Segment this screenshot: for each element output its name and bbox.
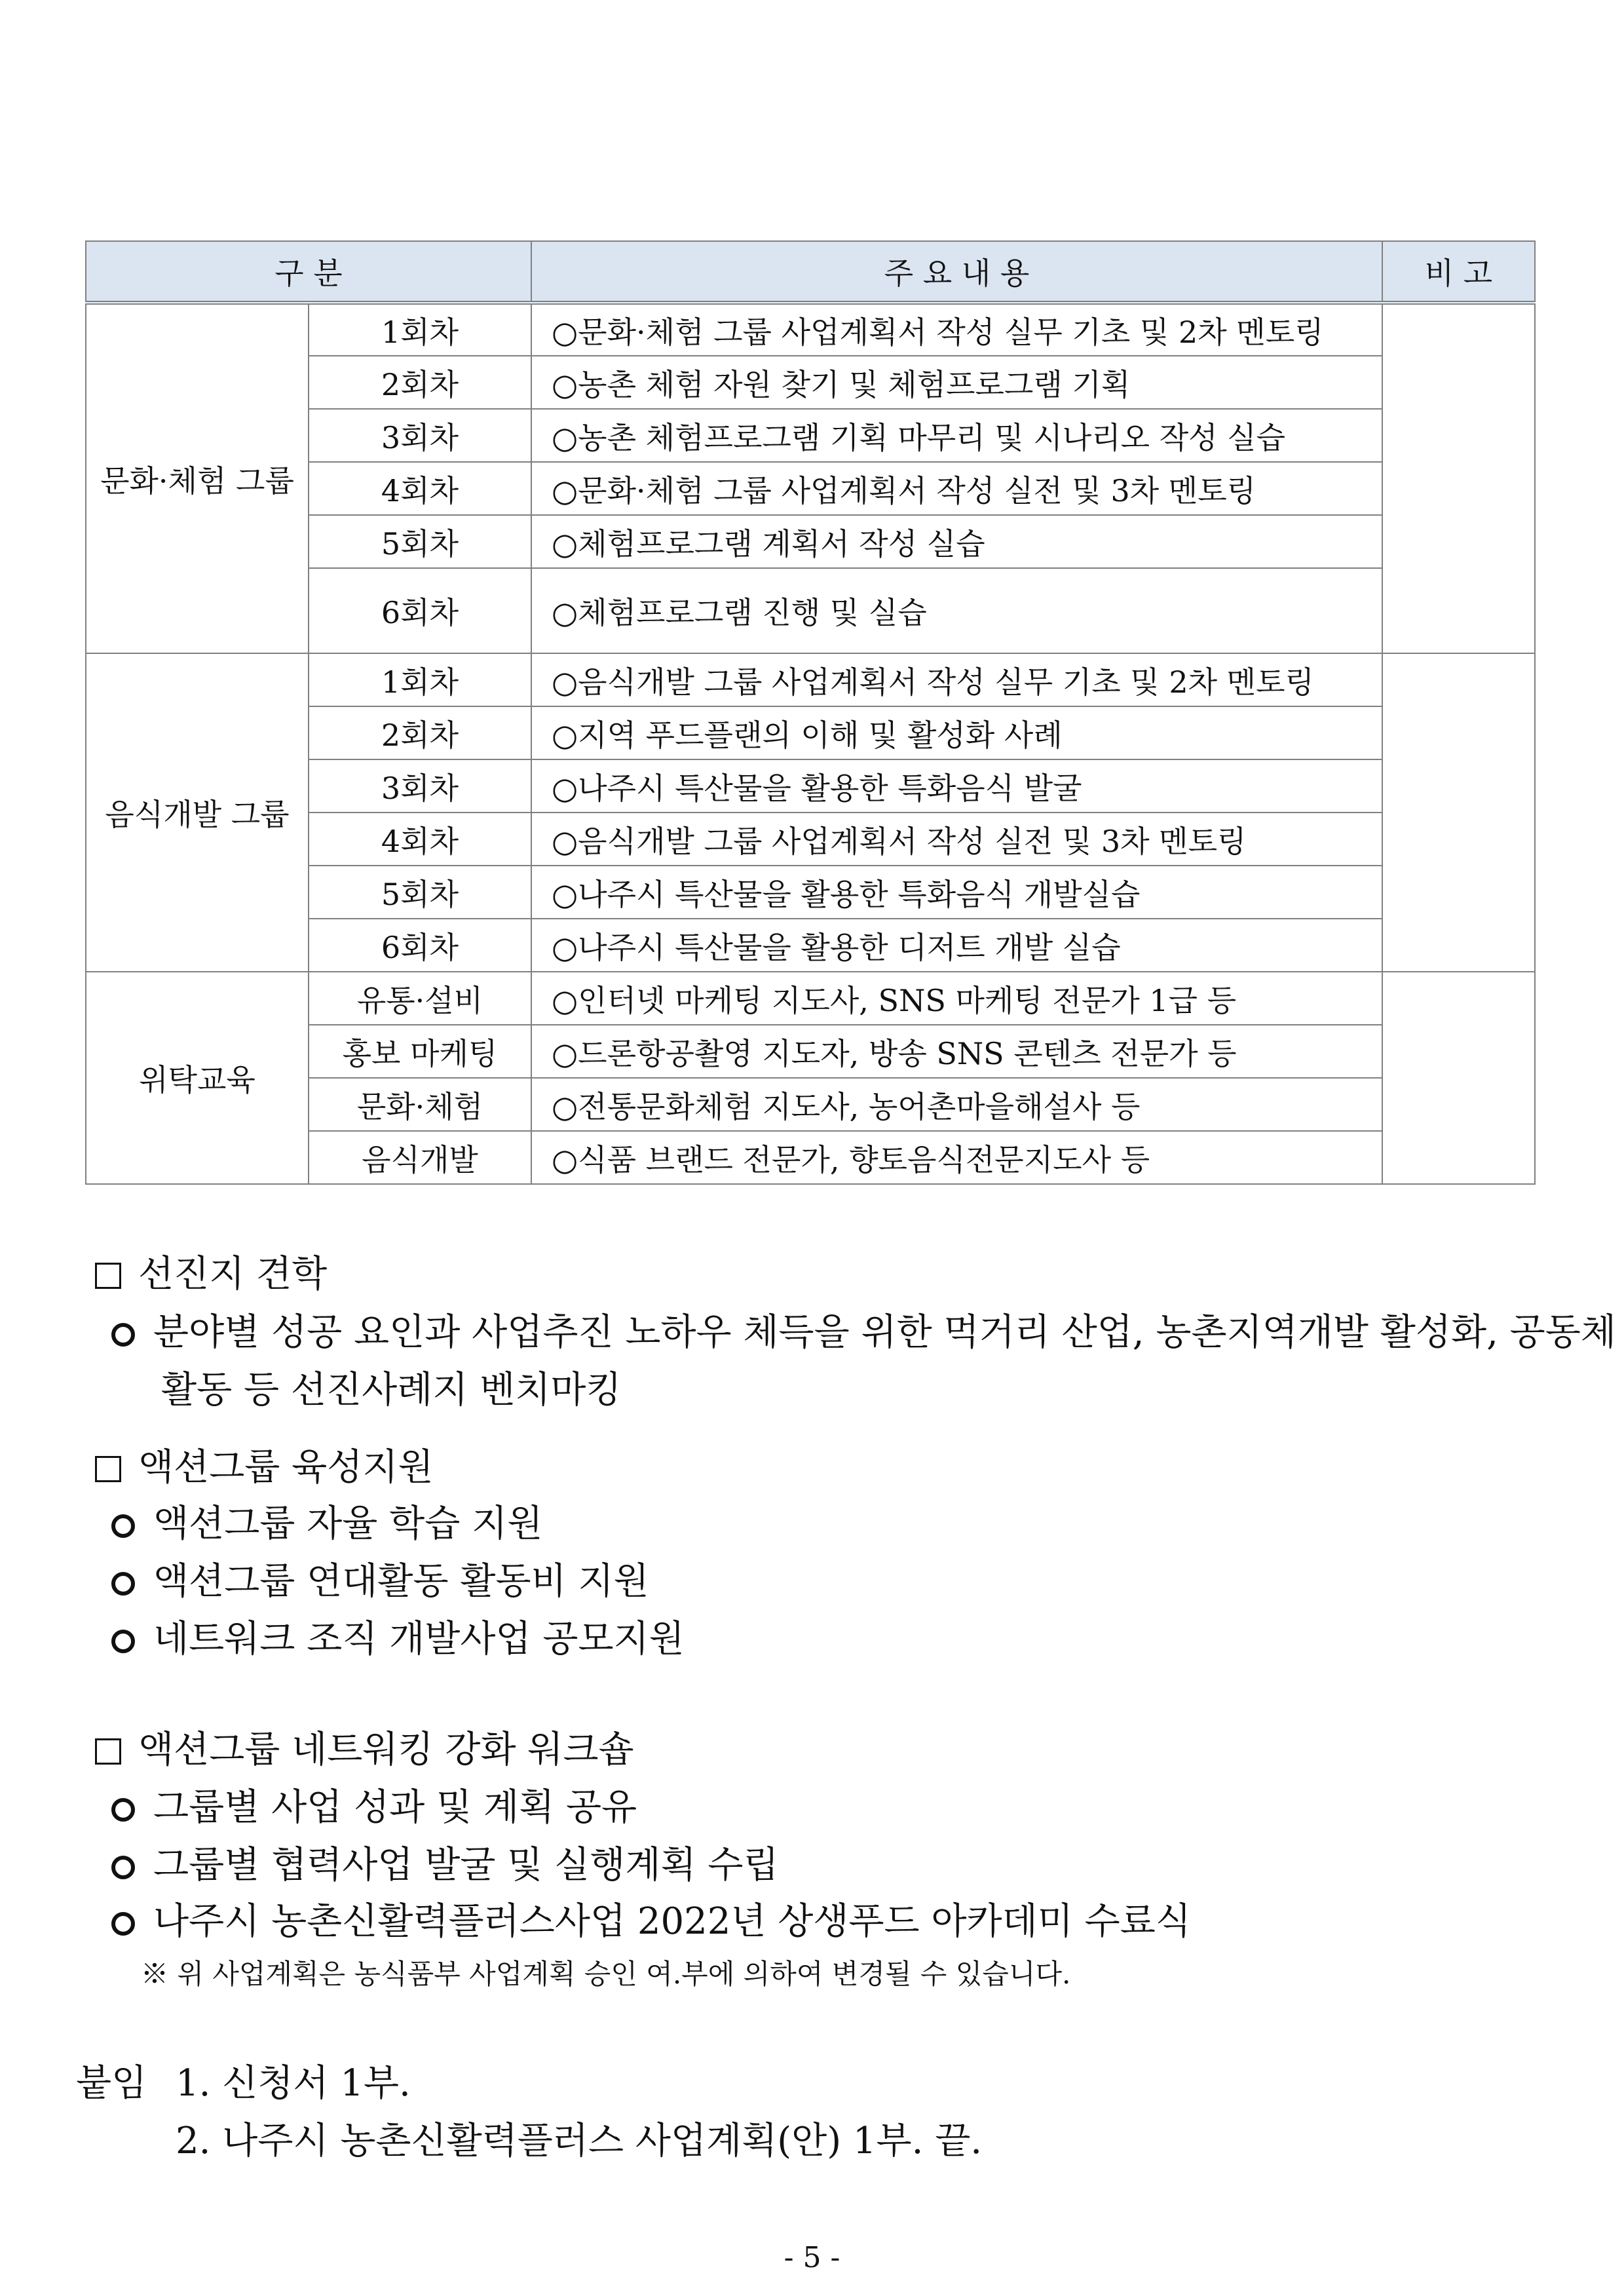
program-table <box>85 240 1536 1185</box>
attachment-item: 1. 신청서 1부. <box>176 2062 411 2105</box>
session-cell: 2회차 <box>309 356 531 409</box>
circle-bullet-icon <box>111 1798 135 1822</box>
checkbox-square-icon <box>95 1456 121 1482</box>
section-heading-support <box>95 1446 434 1489</box>
bullet-text: 그룹별 사업 성과 및 계획 공유 <box>153 1786 637 1829</box>
content-cell: ○문화·체험 그룹 사업계획서 작성 실무 기초 및 2차 멘토링 <box>531 303 1382 356</box>
session-cell: 문화·체험 <box>309 1078 531 1131</box>
table-header-row <box>86 241 1535 303</box>
bullet-text: 나주시 농촌신활력플러스사업 2022년 상생푸드 아카데미 수료식 <box>153 1900 1191 1943</box>
content-cell: ○나주시 특산물을 활용한 특화음식 개발실습 <box>531 866 1382 919</box>
table-row <box>86 303 1535 356</box>
session-cell: 3회차 <box>309 409 531 462</box>
header-content: 주 요 내 용 <box>531 241 1382 303</box>
bullet-item <box>111 1786 637 1829</box>
session-cell: 6회차 <box>309 568 531 653</box>
session-cell: 3회차 <box>309 759 531 813</box>
circle-bullet-icon <box>111 1856 135 1879</box>
bullet-text: 네트워크 조직 개발사업 공모지원 <box>153 1618 685 1660</box>
bullet-text: 액션그룹 연대활동 활동비 지원 <box>153 1560 649 1603</box>
content-cell: ○인터넷 마케팅 지도사, SNS 마케팅 전문가 1급 등 <box>531 972 1382 1025</box>
checkbox-square-icon <box>95 1263 121 1289</box>
content-cell: ○지역 푸드플랜의 이해 및 활성화 사례 <box>531 706 1382 759</box>
page-number: - 5 - <box>784 2241 840 2274</box>
footnote: ※ 위 사업계획은 농식품부 사업계획 승인 여.부에 의하여 변경될 수 있습니다. <box>141 1958 1071 1990</box>
session-cell: 유통·설비 <box>309 972 531 1025</box>
content-cell: ○농촌 체험 자원 찾기 및 체험프로그램 기획 <box>531 356 1382 409</box>
session-cell: 음식개발 <box>309 1131 531 1184</box>
bullet-item <box>111 1311 1616 1354</box>
content-cell: ○체험프로그램 계획서 작성 실습 <box>531 515 1382 568</box>
session-cell: 1회차 <box>309 303 531 356</box>
content-cell: ○문화·체험 그룹 사업계획서 작성 실전 및 3차 멘토링 <box>531 462 1382 515</box>
bullet-item <box>111 1844 779 1886</box>
session-cell: 홍보 마케팅 <box>309 1025 531 1078</box>
bullet-text: 액션그룹 자율 학습 지원 <box>153 1502 543 1545</box>
remarks-cell <box>1382 303 1535 653</box>
content-cell: ○드론항공촬영 지도자, 방송 SNS 콘텐츠 전문가 등 <box>531 1025 1382 1078</box>
session-cell: 2회차 <box>309 706 531 759</box>
circle-bullet-icon <box>111 1514 135 1538</box>
content-cell: ○체험프로그램 진행 및 실습 <box>531 568 1382 653</box>
session-cell: 5회차 <box>309 866 531 919</box>
circle-bullet-icon <box>111 1630 135 1653</box>
attachment-item: 2. 나주시 농촌신활력플러스 사업계획(안) 1부. 끝. <box>176 2120 983 2162</box>
table-row <box>86 972 1535 1025</box>
content-cell: ○나주시 특산물을 활용한 디저트 개발 실습 <box>531 919 1382 972</box>
group-name: 음식개발 그룹 <box>86 653 309 972</box>
content-cell: ○농촌 체험프로그램 기획 마무리 및 시나리오 작성 실습 <box>531 409 1382 462</box>
attachment-label: 붙임 <box>76 2062 147 2105</box>
bullet-text: 분야별 성공 요인과 사업추진 노하우 체득을 위한 먹거리 산업, 농촌지역개발 활성화, 공동체 <box>153 1311 1616 1354</box>
bullet-item <box>111 1900 1191 1943</box>
content-cell: ○음식개발 그룹 사업계획서 작성 실무 기초 및 2차 멘토링 <box>531 653 1382 706</box>
session-cell: 4회차 <box>309 813 531 866</box>
circle-bullet-icon <box>111 1912 135 1936</box>
session-cell: 1회차 <box>309 653 531 706</box>
circle-bullet-icon <box>111 1323 135 1347</box>
content-cell: ○음식개발 그룹 사업계획서 작성 실전 및 3차 멘토링 <box>531 813 1382 866</box>
session-cell: 4회차 <box>309 462 531 515</box>
content-cell: ○식품 브랜드 전문가, 향토음식전문지도사 등 <box>531 1131 1382 1184</box>
section-title: 액션그룹 육성지원 <box>138 1446 434 1489</box>
header-remarks: 비 고 <box>1382 241 1535 303</box>
header-category: 구 분 <box>86 241 531 303</box>
bullet-item <box>111 1560 649 1603</box>
checkbox-square-icon <box>95 1738 121 1765</box>
bullet-text: 그룹별 협력사업 발굴 및 실행계획 수립 <box>153 1844 779 1886</box>
section-title: 액션그룹 네트워킹 강화 워크숍 <box>138 1729 634 1771</box>
circle-bullet-icon <box>111 1572 135 1596</box>
bullet-continuation: 활동 등 선진사례지 벤치마킹 <box>161 1369 622 1411</box>
bullet-item <box>111 1618 685 1660</box>
content-cell: ○전통문화체험 지도사, 농어촌마을해설사 등 <box>531 1078 1382 1131</box>
content-cell: ○나주시 특산물을 활용한 특화음식 발굴 <box>531 759 1382 813</box>
session-cell: 5회차 <box>309 515 531 568</box>
remarks-cell <box>1382 653 1535 972</box>
group-name: 문화·체험 그룹 <box>86 303 309 653</box>
table-row <box>86 653 1535 706</box>
section-heading-workshop <box>95 1729 634 1771</box>
remarks-cell <box>1382 972 1535 1184</box>
group-name: 위탁교육 <box>86 972 309 1184</box>
section-heading-visit <box>95 1253 328 1295</box>
bullet-item <box>111 1502 543 1545</box>
section-title: 선진지 견학 <box>138 1253 328 1295</box>
session-cell: 6회차 <box>309 919 531 972</box>
